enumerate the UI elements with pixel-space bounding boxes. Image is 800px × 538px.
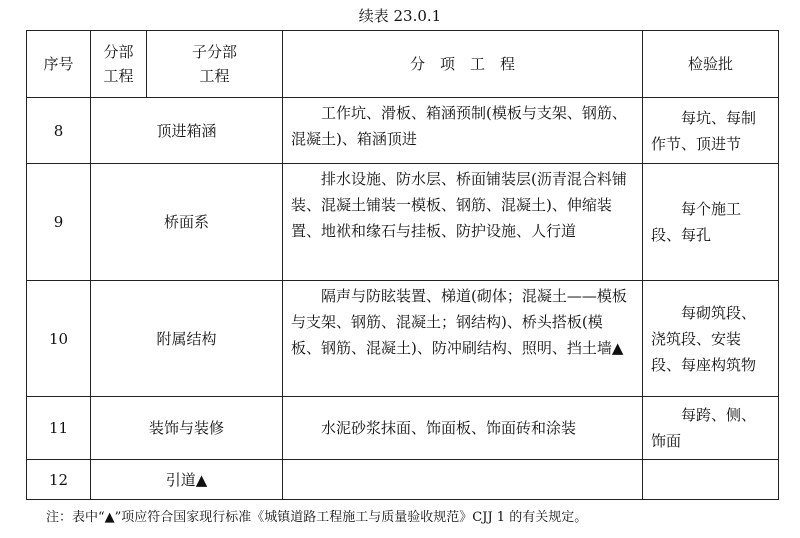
header-subdivision	[147, 31, 283, 98]
row-items: 水泥砂浆抹面、饰面板、饰面砖和涂装	[283, 397, 643, 460]
row-seq: 11	[27, 397, 91, 460]
row-inspection: 每砌筑段、浇筑段、安装段、每座构筑物	[643, 281, 779, 397]
header-subdivision-line2: 工程	[199, 67, 230, 85]
row-items: 排水设施、防水层、桥面铺装层(沥青混合料铺装、混凝土铺装一模板、钢筋、混凝土)、伸缩装置、地袱和缘石与挂板、防护设施、人行道	[283, 164, 643, 281]
table-row	[27, 460, 779, 500]
row-items	[283, 460, 643, 500]
row-seq: 12	[27, 460, 91, 500]
row-name: 引道▲	[91, 460, 283, 500]
row-inspection	[643, 460, 779, 500]
header-inspection: 检验批	[643, 31, 779, 98]
header-division	[91, 31, 147, 98]
table-row	[27, 397, 779, 460]
table-row	[27, 281, 779, 397]
acceptance-table	[26, 30, 779, 500]
table-row	[27, 164, 779, 281]
row-inspection: 每坑、每制作节、顶进节	[643, 98, 779, 164]
row-name: 顶进箱涵	[91, 98, 283, 164]
row-seq: 9	[27, 164, 91, 281]
row-name: 附属结构	[91, 281, 283, 397]
table-note: 注：表中“▲”项应符合国家现行标准《城镇道路工程施工与质量验收规范》CJJ 1 的有关规定。	[46, 510, 588, 525]
row-seq: 8	[27, 98, 91, 164]
table-header-row	[27, 31, 779, 98]
header-seq: 序号	[27, 31, 91, 98]
row-name: 装饰与装修	[91, 397, 283, 460]
row-items: 隔声与防眩装置、梯道(砌体；混凝土——模板与支架、钢筋、混凝土；钢结构)、桥头搭板(模板、钢筋、混凝土)、防冲刷结构、照明、挡土墙▲	[283, 281, 643, 397]
row-seq: 10	[27, 281, 91, 397]
header-subdivision-line1: 子分部	[191, 43, 237, 61]
header-item: 分 项 工 程	[283, 31, 643, 98]
header-division-line1: 分部	[103, 43, 134, 61]
row-name: 桥面系	[91, 164, 283, 281]
row-items: 工作坑、滑板、箱涵预制(模板与支架、钢筋、混凝土)、箱涵顶进	[283, 98, 643, 164]
header-division-line2: 工程	[103, 67, 134, 85]
table-row	[27, 98, 779, 164]
row-inspection: 每个施工段、每孔	[643, 164, 779, 281]
table-title: 续表 23.0.1	[358, 7, 442, 25]
row-inspection: 每跨、侧、饰面	[643, 397, 779, 460]
